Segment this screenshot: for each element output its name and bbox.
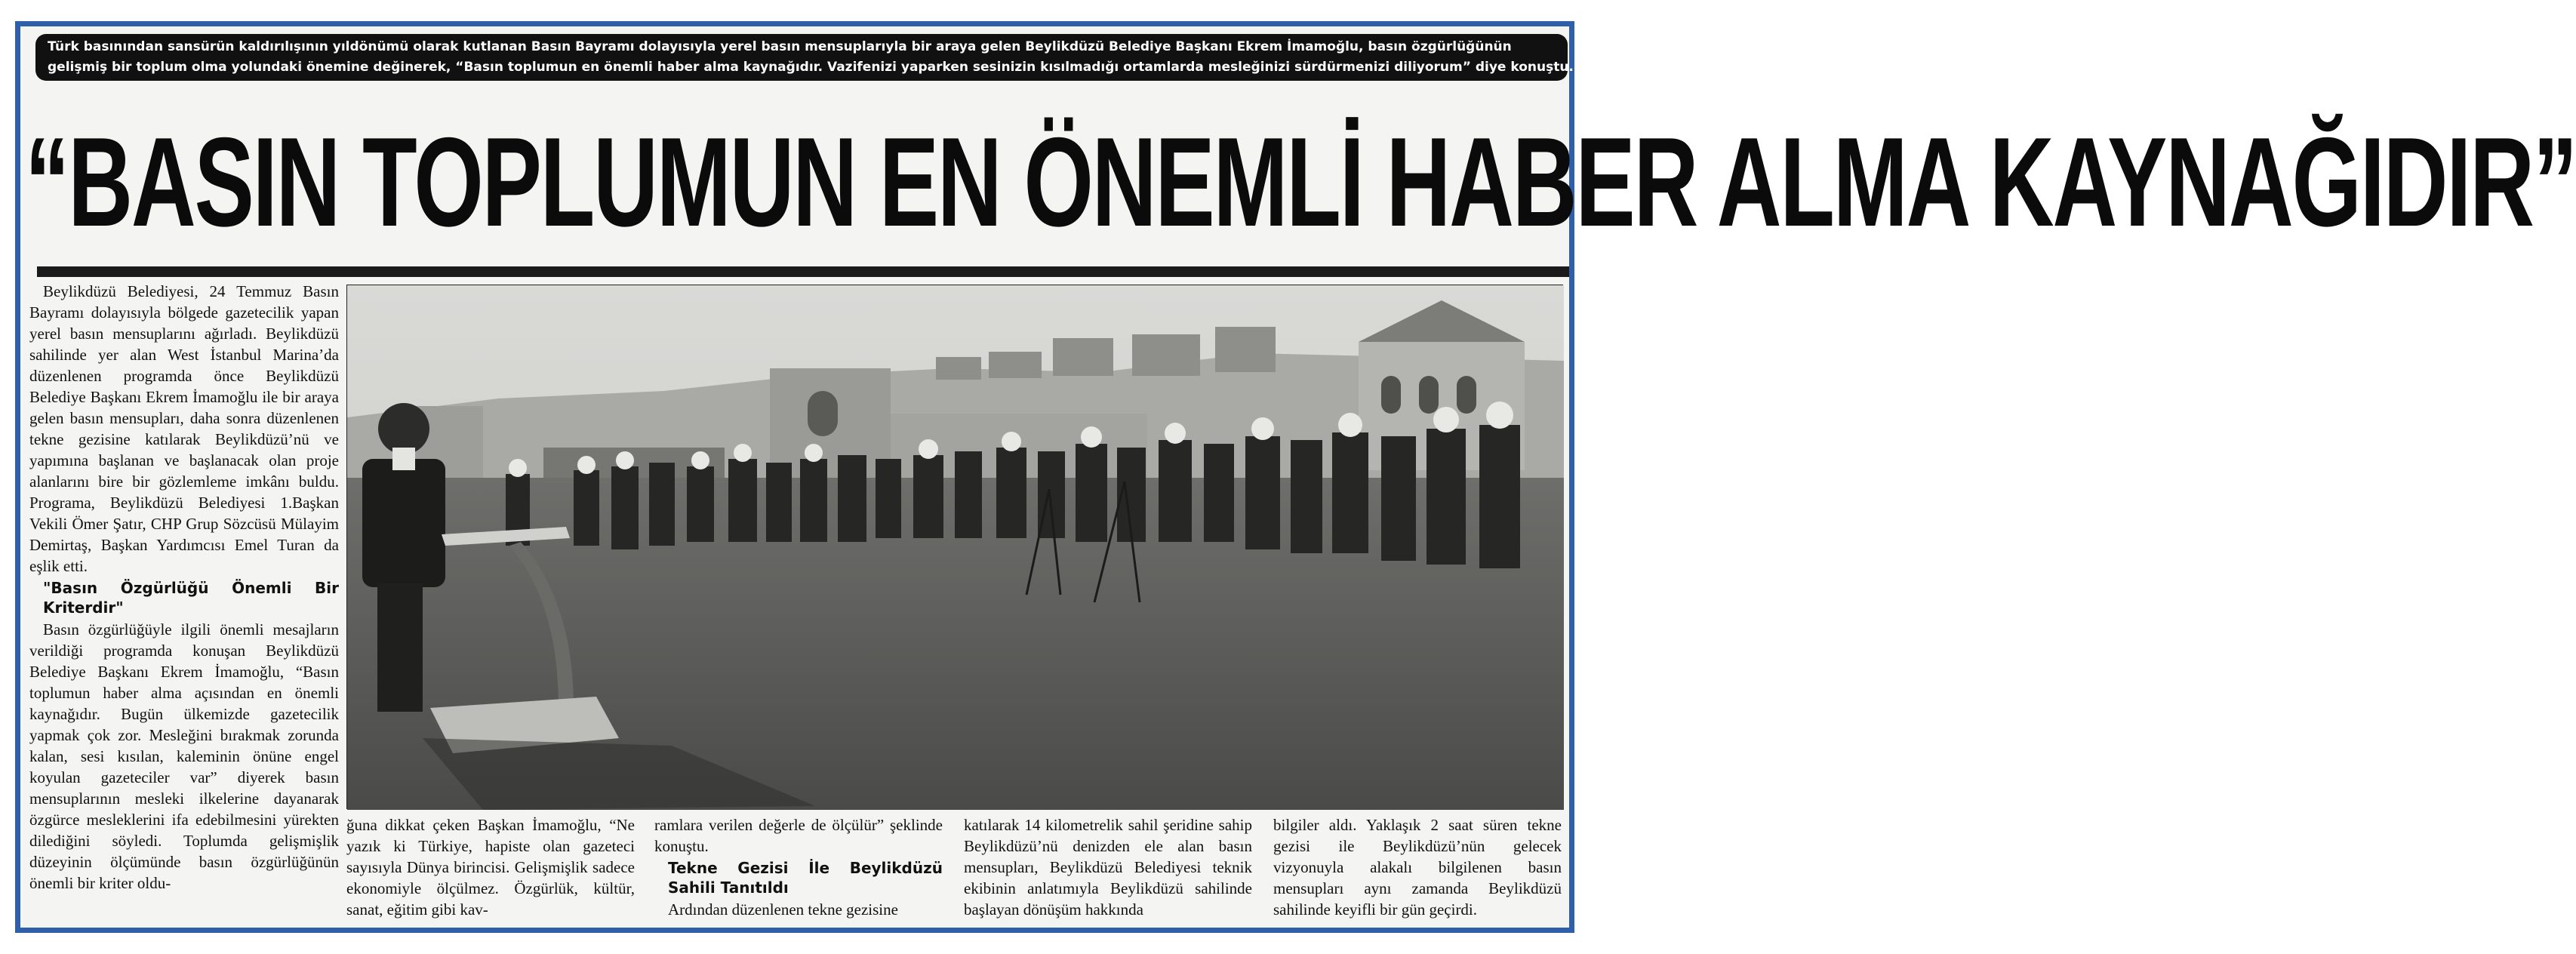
newspaper-clipping <box>15 21 2576 933</box>
article-paragraph: Basın özgürlüğüyle ilgili önemli mesajların verildiği programda konuşan Beylikdüzü Belediye Başkanı Ekrem İmamoğlu, “Basın toplumun haber alma açısından en önemli kaynağıdır. Bugün ülkemizde gazetecilik yapmak çok zor. Mesleğini bırakmak zorunda kalan, sesi kısılan, kaleminin önüne engel koyulan gazeteciler var” diyerek basın mensuplarının mesleki ilkelerine dayanarak özgürce mesleklerini ifa edebilmesini yürekten dilediğini söyledi. Toplumda gelişmişlik düzeyinin ölçümünde basın özgürlüğünün önemli bir kriter oldu- <box>29 620 339 892</box>
lead-line-2: gelişmiş bir toplum olma yolundaki önemine değinerek, “Basın toplumun en önemli haber alma kaynağıdır. Vazifenizi yaparken sesinizin kısılmadığı ortamlarda mesleğinizi sürdürmenizi diliyorum” diye konuştu. <box>48 60 1574 75</box>
section-subhead: "Basın Özgürlüğü Önemli Bir Kriterdir" <box>43 579 339 617</box>
headline-container <box>25 91 2576 272</box>
article-column-1 <box>29 281 339 894</box>
section-subhead: Tekne Gezisi İle Beylikdüzü Sahili Tanıtıldı <box>668 859 943 897</box>
article-column-5 <box>1273 814 1562 920</box>
article-column-2 <box>346 814 635 920</box>
headline-rule <box>37 266 1569 277</box>
article-paragraph: katılarak 14 kilometrelik sahil şeridine sahip Beylikdüzü’nü denizden ele alan basın mensupları, Beylikdüzü Belediyesi teknik ekibinin anlatımıyla Beylikdüzü sahilinde başlayan dönüşüm hakkında <box>964 816 1252 919</box>
headline: “BASIN TOPLUMUN EN ÖNEMLİ HABER ALMA KAYNAĞIDIR” <box>25 111 2576 253</box>
article-column-3 <box>654 814 943 920</box>
article-paragraph: ğuna dikkat çeken Başkan İmamoğlu, “Ne yazık ki Türkiye, hapiste olan gazeteci sayısıyla Dünya birincisi. Gelişmişlik sadece ekonomiyle ölçülmez. Özgürlük, kültür, sanat, eğitim gibi kav- <box>346 816 635 919</box>
event-photo <box>346 285 1563 809</box>
article-paragraph: bilgiler aldı. Yaklaşık 2 saat süren tekne gezisi ile Beylikdüzü’nün gelecek vizyonuyla alakalı bilgilenen basın mensupları aynı zamanda Beylikdüzü sahilinde keyifli bir gün geçirdi. <box>1273 816 1562 919</box>
article-column-4 <box>964 814 1252 920</box>
lead-summary-bar <box>35 34 1574 81</box>
article-paragraph: Ardından düzenlenen tekne gezisine <box>668 900 898 919</box>
article-paragraph: ramlara verilen değerle de ölçülür” şeklinde konuştu. <box>654 816 943 855</box>
lead-line-1: Türk basınından sansürün kaldırılışının yıldönümü olarak kutlanan Basın Bayramı dolayısıyla yerel basın mensuplarıyla bir araya gelen Beylikdüzü Belediye Başkanı Ekrem İmamoğlu, basın özgürlüğünün <box>48 39 1512 54</box>
article-paragraph: Beylikdüzü Belediyesi, 24 Temmuz Basın Bayramı dolayısıyla bölgede gazetecilik yapan yerel basın mensuplarını ağırladı. Beylikdüzü sahilinde yer alan West İstanbul Marina’da düzenlenen programda önce Beylikdüzü Belediye Başkanı Ekrem İmamoğlu ile bir araya gelen basın mensupları, daha sonra düzenlenen tekne gezisine katılarak Beylikdüzü’nü ve yapımına başlanan ve başlanacak olan proje alanlarını bire bir gözlemleme imkânı buldu. Programa, Beylikdüzü Belediyesi 1.Başkan Vekili Ömer Şatır, CHP Grup Sözcüsü Mülayim Demirtaş, Başkan Yardımcısı Emel Turan da eşlik etti. <box>29 282 339 575</box>
